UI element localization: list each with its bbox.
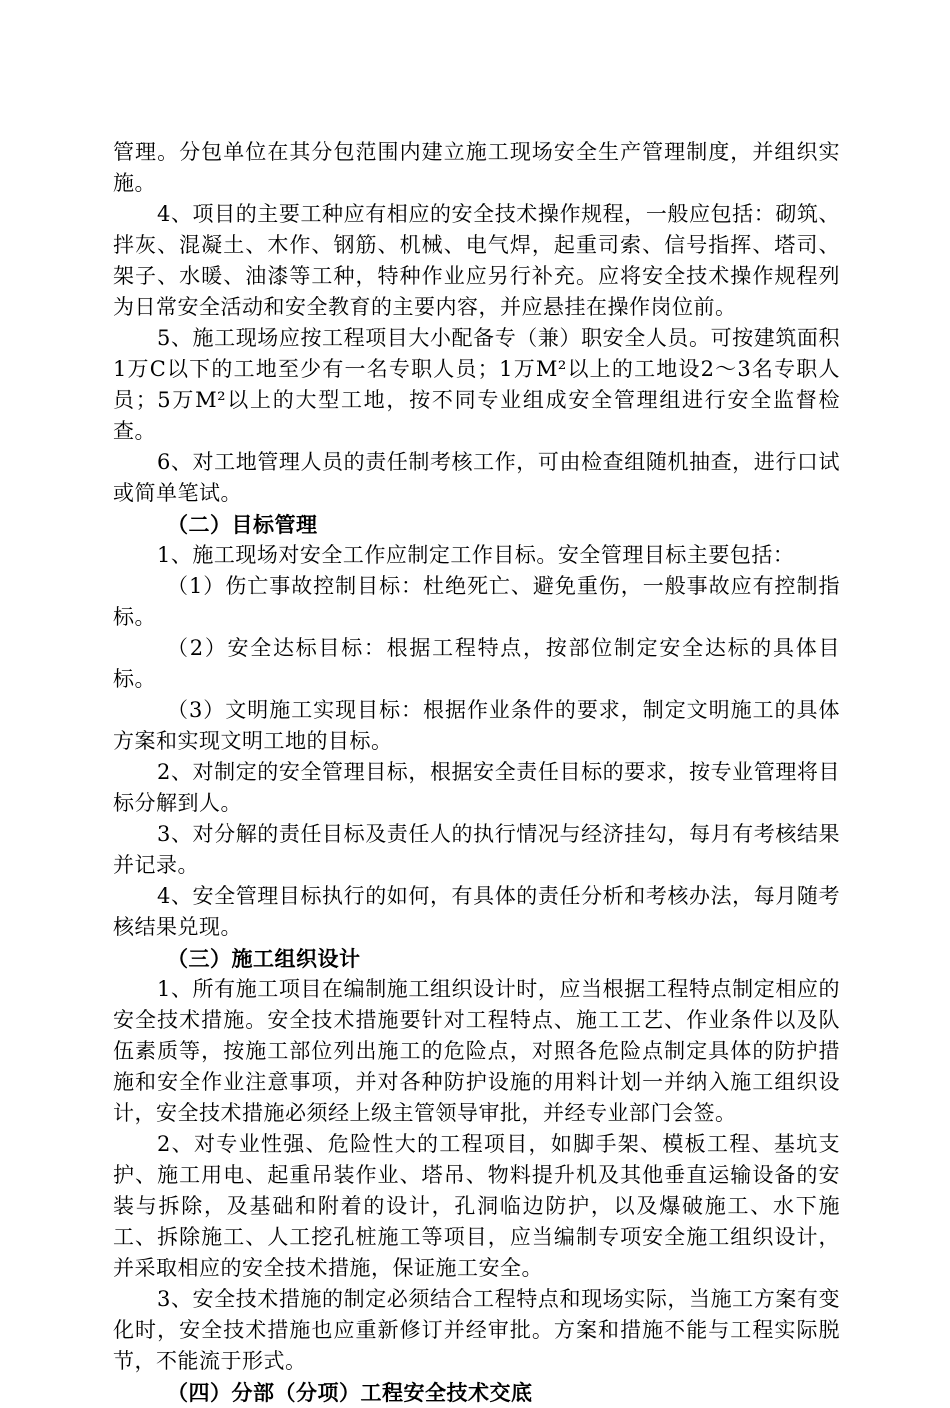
paragraph-item-5: 5、施工现场应按工程项目大小配备专（兼）职安全人员。可按建筑面积1万C以下的工地至少有一名专职人员；1万M²以上的工地设2～3名专职人员；5万M²以上的大型工地，按不同专业组成安全管理组进行安全监督检查。 [113,326,840,443]
paragraph-item-6: 6、对工地管理人员的责任制考核工作，可由检查组随机抽查，进行口试或简单笔试。 [113,450,840,505]
paragraph-design-1: 1、所有施工项目在编制施工组织设计时，应当根据工程特点制定相应的安全技术措施。安全技术措施要针对工程特点、施工工艺、作业条件以及队伍素质等，按施工部位列出施工的危险点，对照各危险点制定具体的防护措施和安全作业注意事项，并对各种防护设施的用料计划一并纳入施工组织设计，安全技术措施必须经上级主管领导审批，并经专业部门会签。 [113,977,840,1125]
section-heading-construction-design: （三）施工组织设计 [167,946,361,971]
paragraph-design-2: 2、对专业性强、危险性大的工程项目，如脚手架、模板工程、基坑支护、施工用电、起重吊装作业、塔吊、物料提升机及其他垂直运输设备的安装与拆除，及基础和附着的设计，孔洞临边防护，以及爆破施工、水下施工、拆除施工、人工挖孔桩施工等项目，应当编制专项安全施工组织设计，并采取相应的安全技术措施，保证施工安全。 [113,1132,840,1280]
paragraph-item-4: 4、项目的主要工种应有相应的安全技术操作规程，一般应包括：砌筑、拌灰、混凝土、木作、钢筋、机械、电气焊，起重司索、信号指挥、塔司、架子、水暖、油漆等工种，特种作业应另行补充。应将安全技术操作规程列为日常安全活动和安全教育的主要内容，并应悬挂在操作岗位前。 [113,202,840,319]
document-body [113,137,840,1408]
paragraph-target-2: 2、对制定的安全管理目标，根据安全责任目标的要求，按专业管理将目标分解到人。 [113,760,840,815]
paragraph-continued: 管理。分包单位在其分包范围内建立施工现场安全生产管理制度，并组织实施。 [113,140,840,195]
paragraph-subitem-2: （2）安全达标目标：根据工程特点，按部位制定安全达标的具体目标。 [113,636,840,691]
paragraph-target-4: 4、安全管理目标执行的如何，有具体的责任分析和考核办法，每月随考核结果兑现。 [113,884,840,939]
paragraph-subitem-3: （3）文明施工实现目标：根据作业条件的要求，制定文明施工的具体方案和实现文明工地的目标。 [113,698,840,753]
paragraph-subitem-1: （1）伤亡事故控制目标：杜绝死亡、避免重伤，一般事故应有控制指标。 [113,574,840,629]
section-heading-technical-briefing: （四）分部（分项）工程安全技术交底 [167,1380,533,1405]
section-heading-target-management: （二）目标管理 [167,512,318,537]
paragraph-design-3: 3、安全技术措施的制定必须结合工程特点和现场实际，当施工方案有变化时，安全技术措施也应重新修订并经审批。方案和措施不能与工程实际脱节，不能流于形式。 [113,1287,840,1373]
paragraph-target-3: 3、对分解的责任目标及责任人的执行情况与经济挂勾，每月有考核结果并记录。 [113,822,840,877]
paragraph-target-1: 1、施工现场对安全工作应制定工作目标。安全管理目标主要包括： [157,543,795,567]
